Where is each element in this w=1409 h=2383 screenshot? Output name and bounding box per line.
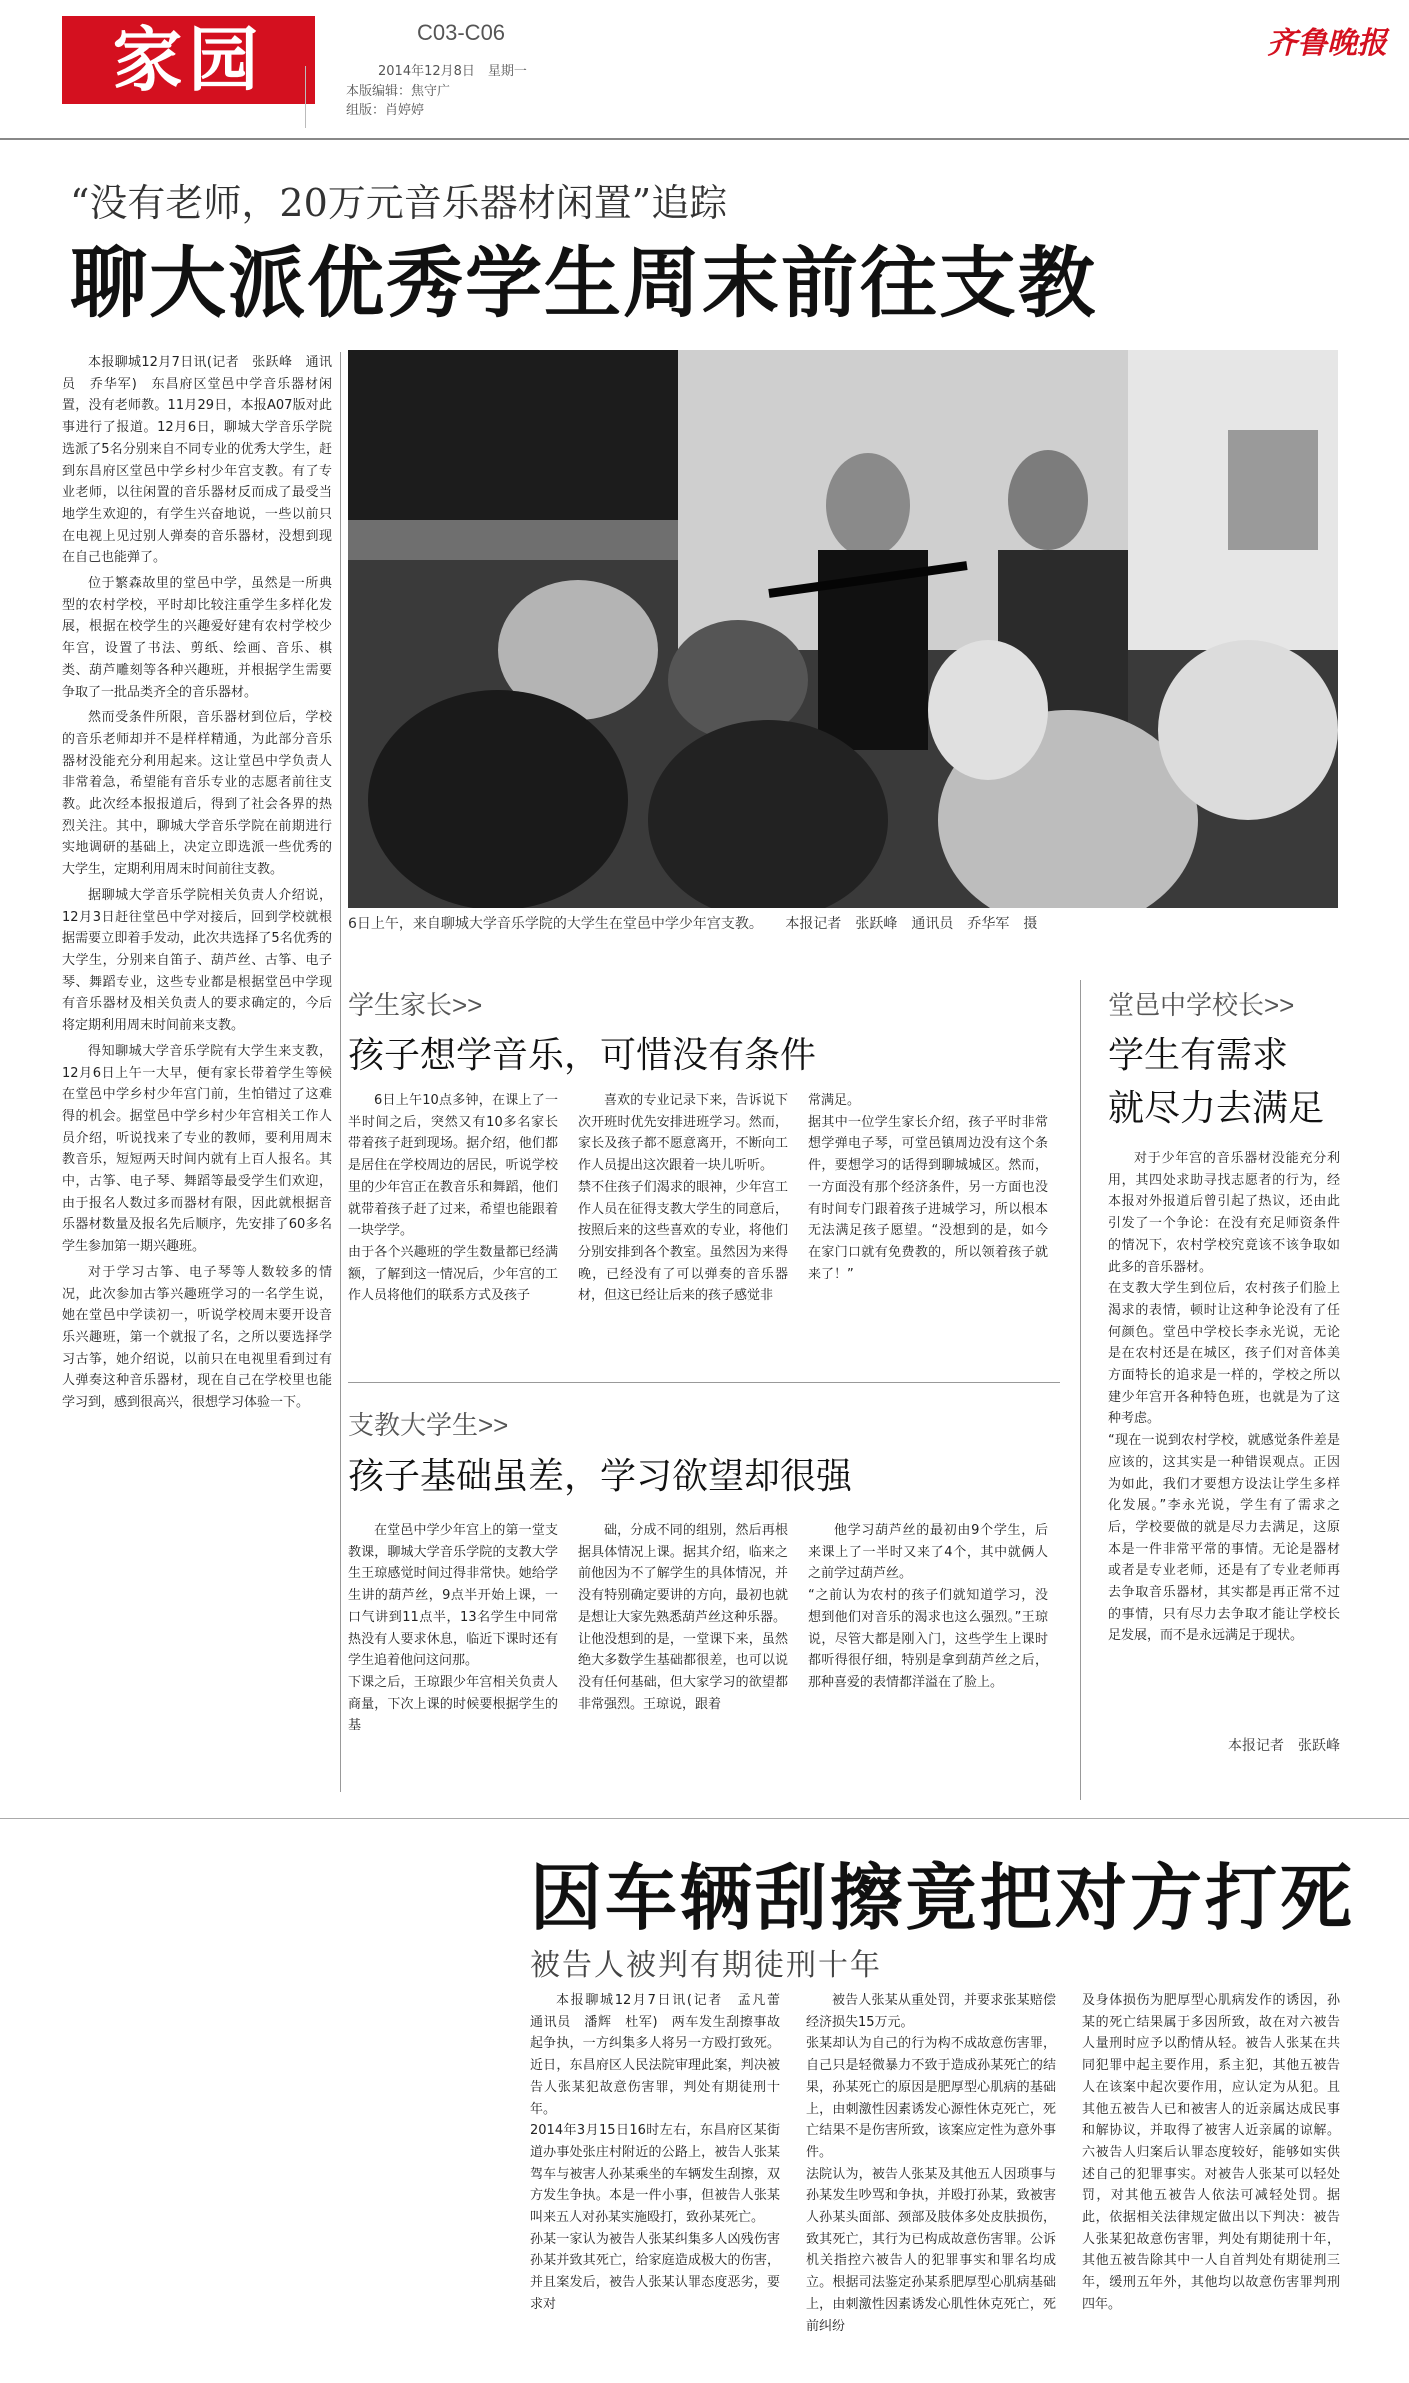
sec1-column-c: 常满足。 据其中一位学生家长介绍，孩子平时非常想学弹电子琴，可堂邑镇周边没有这个条件，要想学习的话得到聊城城区。然而，一方面没有那个经济条件，另一方面也没有时间专门跟着孩子进城学习，所以根本无法满足孩子愿望。“没想到的是，如今在家门口就有免费教的，所以领着孩子就来了！” bbox=[808, 1093, 1048, 1282]
paragraph: 据聊城大学音乐学院相关负责人介绍说，12月3日赶往堂邑中学对接后，回到学校就根据需要立即着手发动，此次共选择了5名优秀的大学生，分别来自笛子、葫芦丝、古筝、电子琴、舞蹈专业，这些专业都是根据堂邑中学现有音乐器材及相关负责人的要求确定的，今后将定期利用周末时间前来支教。 bbox=[62, 887, 332, 1034]
article2-headline: 因车辆刮擦竟把对方打死 bbox=[530, 1855, 1356, 1940]
sec1-column-b: 喜欢的专业记录下来，告诉说下次开班时优先安排进班学习。然而，家长及孩子都不愿意离开，不断向工作人员提出这次跟着一块儿听听。 禁不住孩子们渴求的眼神，少年宫工作人员在征得支教大学生的同意后，按照后来的这些喜欢的专业，将他们分别安排到各个教室。虽然因为来得晚，已经没有了可以弹奏的音乐器材，但这已经让后来的孩子感觉非 bbox=[578, 1093, 788, 1304]
section-divider bbox=[348, 1382, 1060, 1383]
paragraph: 本报聊城12月7日讯(记者 张跃峰 通讯员 乔华军) 东昌府区堂邑中学音乐器材闲置，没有老师教。11月29日，本报A07版对此事进行了报道。12月6日，聊城大学音乐学院选派了5名分别来自不同专业的优秀大学生，赶到东昌府区堂邑中学乡村少年宫支教。有了专业老师，以往闲置的音乐器材反而成了最受当地学生欢迎的，有学生兴奋地说，一些以前只在电视上见过别人弹奏的音乐器材，没想到现在自己也能弹了。 bbox=[62, 355, 332, 566]
date-line: 2014年12月8日 星期一 bbox=[378, 64, 527, 79]
section-title-volunteers: 孩子基础虽差，学习欲望却很强 bbox=[348, 1456, 853, 1497]
section-label-principal: 堂邑中学校长>> bbox=[1108, 990, 1295, 1020]
section-logo-text: 家园 bbox=[112, 19, 265, 101]
sec3-body: 对于少年宫的音乐器材没能充分利用，其四处求助寻找志愿者的行为，经本报对外报道后曾引起了热议，还由此引发了一个争论：在没有充足师资条件的情况下，农村学校究竟该不该争取如此多的音乐器材。 在支教大学生到位后，农村孩子们脸上渴求的表情，顿时让这种争论没有了任何颜色。堂邑中学校长李永光说，无论是在农村还是在城区，孩子们对音体美方面特长的追求是一样的，学校之所以建少年宫开各种特色班，也就是为了这种考虑。 “现在一说到农村学校，就感觉条件差是应该的，这其实是一种错误观点。正因为如此，我们才要想方设法让学生多样化发展。”李永光说，学生有了需求之后，学校要做的就是尽力去满足，这原本是一件非常平常的事情。无论是器材或者是专业老师，还是有了专业老师再去争取音乐器材，其实都是再正常不过的事情，只有尽力去争取才能让学校长足发展，而不是永远满足于现状。 bbox=[1108, 1151, 1340, 1644]
sec2-column-a: 在堂邑中学少年宫上的第一堂支教课，聊城大学音乐学院的支教大学生王琼感觉时间过得非常快。她给学生讲的葫芦丝，9点半开始上课，一口气讲到11点半，13名学生中同常热没有人要求休息，临近下课时还有学生追着他问这问那。 下课之后，王琼跟少年宫相关负责人商量，下次上课的时候要根据学生的基 bbox=[348, 1523, 558, 1734]
sec2-column-b: 础，分成不同的组别，然后再根据具体情况上课。据其介绍，临来之前他因为不了解学生的具体情况，并没有特别确定要讲的方向，最初也就是想让大家先熟悉葫芦丝这种乐器。 让他没想到的是，一堂课下来，虽然绝大多数学生基础都很差，也可以说没有任何基础，但大家学习的欲望都非常强烈。王琼说，跟着 bbox=[578, 1523, 788, 1712]
paragraph: 然而受条件所限，音乐器材到位后，学校的音乐老师却并不是样样精通，为此部分音乐器材没能充分利用起来。这让堂邑中学负责人非常着急，希望能有音乐专业的志愿者前往支教。此次经本报报道后，得到了社会各界的热烈关注。其中，聊城大学音乐学院在前期进行实地调研的基础上，决定立即选派一些优秀的大学生，定期利用周末时间前往支教。 bbox=[62, 710, 332, 878]
article2-column-a: 本报聊城12月7日讯(记者 孟凡蕾 通讯员 潘辉 杜军) 两车发生刮擦事故起争执，一方纠集多人将另一方殴打致死。近日，东昌府区人民法院审理此案，判决被告人张某犯故意伤害罪，判处有期徒刑十年。 2014年3月15日16时左右，东昌府区某街道办事处张庄村附近的公路上，被告人张某驾车与被害人孙某乘坐的车辆发生刮擦，双方发生争执。本是一件小事，但被告人张某叫来五人对孙某实施殴打，致孙某死亡。 孙某一家认为被告人张某纠集多人凶残伤害孙某并致其死亡，给家庭造成极大的伤害，并且案发后，被告人张某认罪态度恶劣，要求对 bbox=[530, 1993, 780, 2312]
photo-caption bbox=[348, 913, 1338, 933]
sec2-column-c: 他学习葫芦丝的最初由9个学生，后来课上了一半时又来了4个，其中就俩人之前学过葫芦丝。 “之前认为农村的孩子们就知道学习，没想到他们对音乐的渴求也这么强烈。”王琼说，尽管大都是刚入门，这些学生上课时都听得很仔细，特别是拿到葫芦丝之后，那种喜爱的表情都洋溢在了脸上。 bbox=[808, 1523, 1048, 1690]
sec3-byline: 本报记者 张跃峰 bbox=[1228, 1738, 1340, 1754]
kicker: “没有老师，20万元音乐器材闲置”追踪 bbox=[70, 181, 728, 225]
page-range: C03-C06 bbox=[417, 20, 506, 45]
sec1-column-a: 6日上午10点多钟，在课上了一半时间之后，突然又有10多名家长带着孩子赶到现场。据介绍，他们都是居住在学校周边的居民，听说学校里的少年宫正在教音乐和舞蹈，他们就带着孩子赶了过来，希望也能跟着一块学学。 由于各个兴趣班的学生数量都已经满额，了解到这一情况后，少年宫的工作人员将他们的联系方式及孩子 bbox=[348, 1093, 558, 1304]
newspaper-brand: 齐鲁晚报 bbox=[1267, 26, 1387, 61]
article2-subhead: 被告人被判有期徒刑十年 bbox=[530, 1948, 882, 1983]
article-divider bbox=[0, 1818, 1409, 1819]
article2-column-c: 及身体损伤为肥厚型心肌病发作的诱因，孙某的死亡结果属于多因所致，故在对六被告人量刑时应予以酌情从轻。被告人张某在共同犯罪中起主要作用，系主犯，其他五被告人在该案中起次要作用，应认定为从犯。且其他五被告人已和被害人的近亲属达成民事和解协议，并取得了被害人近亲属的谅解。六被告人归案后认罪态度较好，能够如实供述自己的犯罪事实。对被告人张某可以轻处罚，对其他五被告人依法可减轻处罚。据此，依据相关法律规定做出以下判决：被告人张某犯故意伤害罪，判处有期徒刑十年，其他五被告除其中一人自首判处有期徒刑三年，缓刑五年外，其他均以故意伤害罪判刑四年。 bbox=[1082, 1993, 1340, 2312]
section-label-volunteers: 支教大学生>> bbox=[348, 1410, 509, 1440]
photo-illustration bbox=[348, 350, 1338, 908]
column-divider bbox=[340, 352, 341, 1792]
headline: 聊大派优秀学生周末前往支教 bbox=[70, 239, 1097, 329]
layout-line: 组版：肖婷婷 bbox=[346, 103, 425, 118]
caption-credit: 本报记者 张跃峰 通讯员 乔华军 摄 bbox=[785, 916, 1038, 932]
section-title-principal-1: 学生有需求 bbox=[1108, 1035, 1289, 1076]
article1-left-column bbox=[62, 352, 332, 1418]
section-title-parents: 孩子想学音乐，可惜没有条件 bbox=[348, 1035, 817, 1076]
photo-students-teaching bbox=[348, 350, 1338, 908]
editor-line: 本版编辑：焦守广 bbox=[346, 84, 451, 99]
masthead-rule bbox=[0, 138, 1409, 140]
paragraph: 对于学习古筝、电子琴等人数较多的情况，此次参加古筝兴趣班学习的一名学生说，她在堂邑中学读初一，听说学校周末要开设音乐兴趣班，第一个就报了名，之所以要选择学习古筝，她介绍说，以前只在电视里看到过有人弹奏这种音乐器材，现在自己在学校里也能学习到，感到很高兴，很想学习体验一下。 bbox=[62, 1264, 332, 1411]
article2-column-b: 被告人张某从重处罚，并要求张某赔偿经济损失15万元。 张某却认为自己的行为构不成故意伤害罪，自己只是轻微暴力不致于造成孙某死亡的结果，孙某死亡的原因是肥厚型心肌病的基础上，由刺激性因素诱发心源性休克死亡，死亡结果不是伤害所致，该案应定性为意外事件。 法院认为，被告人张某及其他五人因琐事与孙某发生吵骂和争执，并殴打孙某，致被害人孙某头面部、颈部及肢体多处皮肤损伤，致其死亡，其行为已构成故意伤害罪。公诉机关指控六被告人的犯罪事实和罪名均成立。根据司法鉴定孙某系肥厚型心肌病基础上，由刺激性因素诱发心肌性休克死亡，死前纠纷 bbox=[806, 1993, 1056, 2334]
section-logo bbox=[62, 16, 315, 104]
paragraph: 位于繁森故里的堂邑中学，虽然是一所典型的农村学校，平时却比较注重学生多样化发展，根据在校学生的兴趣爱好建有农村学校少年宫，设置了书法、剪纸、绘画、音乐、棋类、葫芦雕刻等各种兴趣班，并根据学生需要争取了一批品类齐全的音乐器材。 bbox=[62, 576, 332, 700]
section-title-principal-2: 就尽力去满足 bbox=[1108, 1088, 1325, 1129]
paragraph: 得知聊城大学音乐学院有大学生来支教，12月6日上午一大早，便有家长带着学生等候在堂邑中学乡村少年宫门前，生怕错过了这难得的机会。据堂邑中学乡村少年宫相关工作人员介绍，听说找来了专业的教师，要利用周末教音乐，短短两天时间内就有上百人报名。其中，古筝、电子琴、舞蹈等最受学生们欢迎，由于报名人数过多而器材有限，因此就根据音乐器材数量及报名先后顺序，先安排了60多名学生参加第一期兴趣班。 bbox=[62, 1043, 332, 1255]
section-label-parents: 学生家长>> bbox=[348, 990, 483, 1020]
column-divider bbox=[1080, 980, 1081, 1800]
caption-text: 6日上午，来自聊城大学音乐学院的大学生在堂邑中学少年宫支教。 bbox=[348, 916, 763, 932]
masthead-divider bbox=[305, 66, 306, 128]
